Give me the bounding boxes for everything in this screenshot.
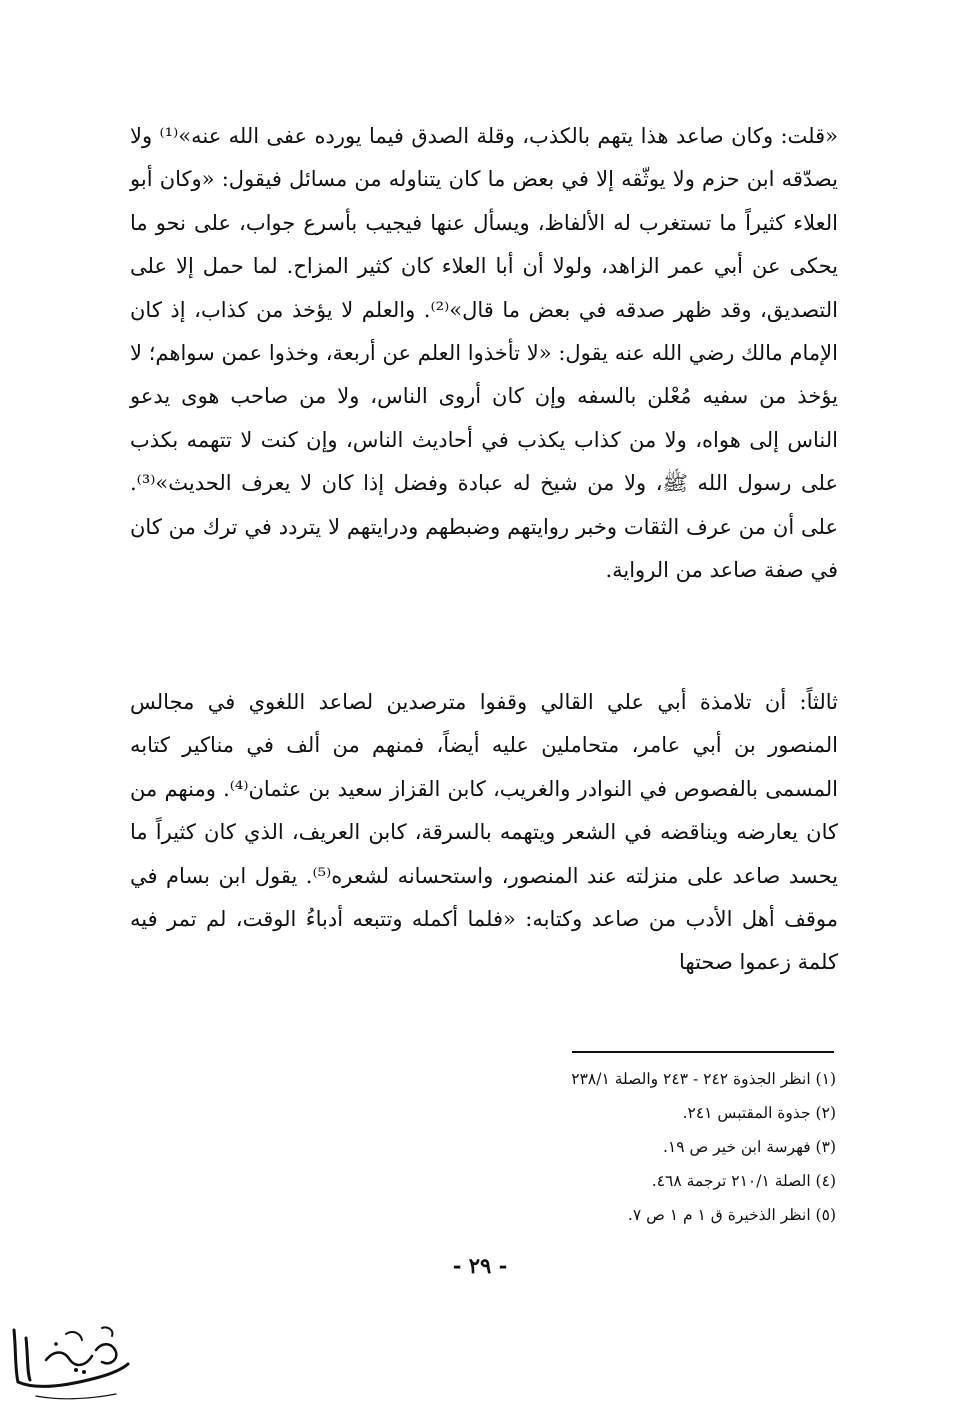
footnote-3: (٣) فهرسة ابن خير ص ١٩. [662,1138,836,1156]
footnote-divider [572,1051,834,1053]
page-number: - ٢٩ - [452,1253,508,1278]
paragraph-text: ثالثاً: أن تلامذة أبي علي القالي وقفوا مترصدين لصاعد اللغوي في مجالس المنصور بن أبي عامر، متحاملين عليه أيضاً، فمنهم من ألف في مناكير كتابه المسمى بالفصوص في النوادر والغريب، كابن القزاز سعيد بن عثمان⁽⁴⁾. ومنهم من كان يعارضه ويناقضه في الشعر ويتهمه بالسرقة، كابن العريف، الذي كان كثيراً ما يحسد صاعد على منزلته عند المنصور، واستحسانه لشعره⁽⁵⁾. يقول ابن بسام في موقف أهل الأدب من صاعد وكتابه: «فلما أكمله وتتبعه أدباءُ الوقت، لم تمر فيه كلمة زعموا صحتها [130,690,839,975]
body-paragraph-1 [130,115,838,592]
footnotes [300,1062,836,1232]
footnote-1: (١) انظر الجذوة ٢٤٢ - ٢٤٣ والصلة ٢٣٨/١ [571,1070,836,1088]
calligraphy-logo-icon [6,1320,134,1410]
paragraph-text: «قلت: وكان صاعد هذا يتهم بالكذب، وقلة الصدق فيما يورده عفى الله عنه»⁽¹⁾ ولا يصدّقه ابن حزم ولا يوثّقه إلا في بعض ما كان يتناوله من مسائل فيقول: «وكان أبو العلاء كثيراً ما تستغرب له الألفاظ، ويسأل عنها فيجيب بأسرع جواب، على نحو ما يحكى عن أبي عمر الزاهد، ولولا أن أبا العلاء كان كثير المزاح. لما حمل إلا على التصديق، وقد ظهر صدقه في بعض ما قال»⁽²⁾. والعلم لا يؤخذ من كذاب، إذ كان الإمام مالك رضي الله عنه يقول: «لا تأخذوا العلم عن أربعة، وخذوا عمن سواهم؛ لا يؤخذ من سفيه مُعْلن بالسفه وإن كان أروى الناس، ولا من صاحب هوى يدعو الناس إلى هواه، ولا من كذاب يكذب في أحاديث الناس، وإن كنت لا تتهمه بكذب على رسول الله ﷺ، ولا من شيخ له عبادة وفضل إذا كان لا يعرف الحديث»⁽³⁾. على أن من عرف الثقات وخبر روايتهم وضبطهم ودرايتهم لا يتردد في ترك من كان في صفة صاعد من الرواية. [130,124,839,583]
footnote-2: (٢) جذوة المقتبس ٢٤١. [682,1104,836,1122]
body-paragraph-2 [130,681,838,985]
footnote-5: (٥) انظر الذخيرة ق ١ م ١ ص ٧. [627,1206,836,1224]
footnote-4: (٤) الصلة ٢١٠/١ ترجمة ٤٦٨. [651,1172,836,1190]
